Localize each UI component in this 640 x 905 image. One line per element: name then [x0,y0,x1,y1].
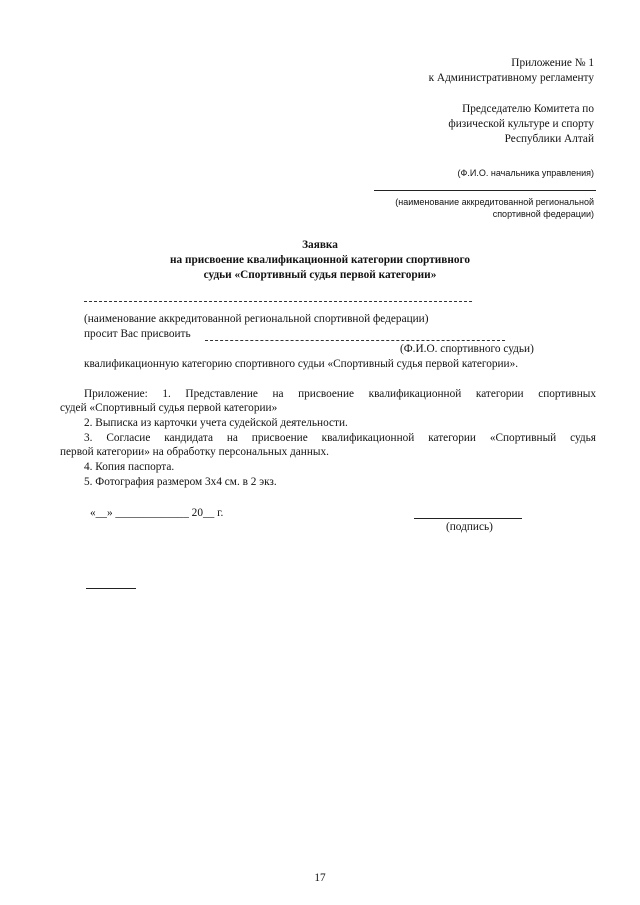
attachment-5: 5. Фотография размером 3х4 см. в 2 экз. [84,476,277,488]
title-line-1: Заявка [302,239,338,251]
regulation-reference: к Административному регламенту [428,72,594,84]
title-line-2: на присвоение квалификационной категории спортивного [169,254,471,266]
attachment-1-line-2: судей «Спортивный судья первой категории» [60,402,278,414]
title-line-3: судьи «Спортивный судья первой категории» [203,269,437,281]
federation-field-line [84,301,472,302]
date-line: «__» _____________ 20__ г. [90,507,224,519]
head-name-caption: (Ф.И.О. начальника управления) [457,168,594,178]
addressee-line-3: Республики Алтай [504,133,594,145]
request-label: просит Вас присвоить [84,328,191,340]
attachment-3-line-2: первой категории» на обработку персональных данных. [60,446,329,458]
federation-caption-line-1: (наименование аккредитованной региональной [395,197,594,207]
attachment-3-line-1: 3. Согласие кандидата на присвоение квалификационной категории «Спортивный судья [84,432,596,444]
addressee-line-1: Председателю Комитета по [462,103,594,115]
signature-line [414,518,522,519]
signature-caption: (подпись) [446,521,493,533]
federation-caption-line-2: спортивной федерации) [492,209,594,219]
category-text: квалификационную категорию спортивного судьи «Спортивный судья первой категории». [84,358,519,370]
page-number: 17 [314,872,326,884]
federation-field-caption: (наименование аккредитованной региональной спортивной федерации) [84,313,429,325]
addressee-line-2: физической культуре и спорту [448,118,594,130]
attachment-1-line-1: Приложение: 1. Представление на присвоение квалификационной категории спортивных [84,388,596,400]
judge-name-caption: (Ф.И.О. спортивного судьи) [400,343,534,355]
footnote-separator [86,588,136,589]
judge-name-field-line [205,340,505,341]
attachment-2: 2. Выписка из карточки учета судейской деятельности. [84,417,348,429]
appendix-number: Приложение № 1 [511,57,594,69]
federation-name-line [374,190,596,191]
attachment-4: 4. Копия паспорта. [84,461,175,473]
